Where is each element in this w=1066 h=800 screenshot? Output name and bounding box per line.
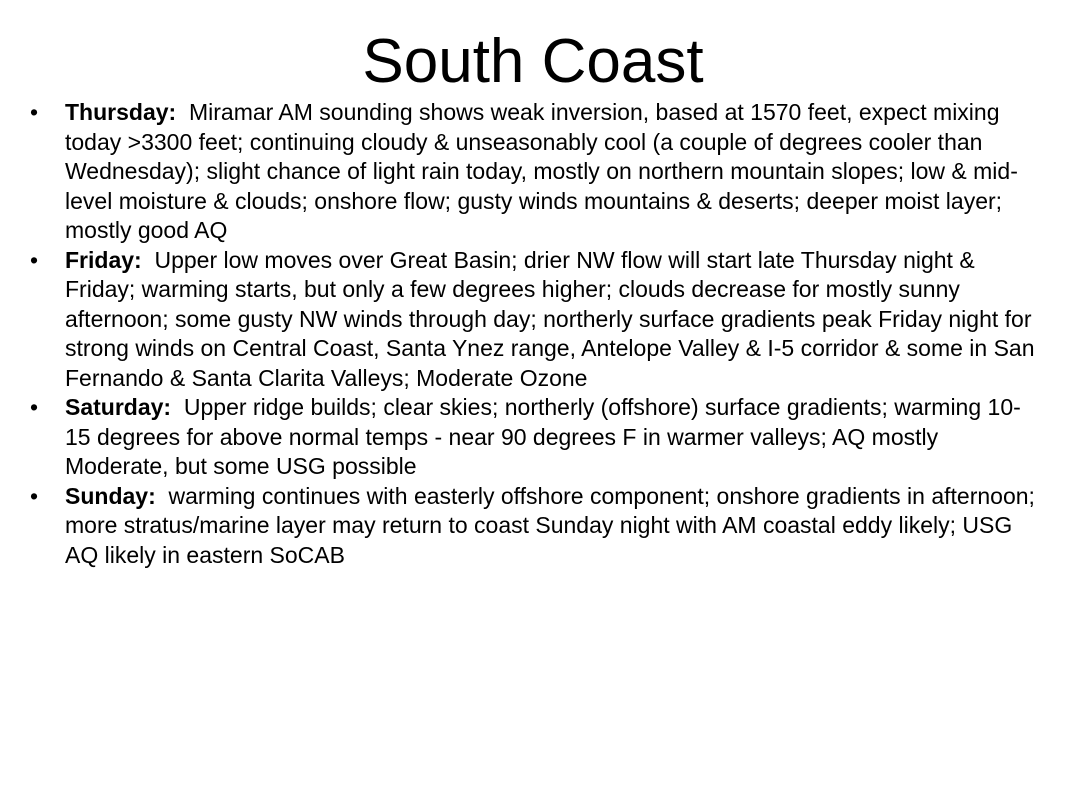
bullet-dot-icon: • xyxy=(30,246,39,273)
bullet-dot-icon: • xyxy=(30,99,39,125)
forecast-bullet-list xyxy=(30,98,1040,570)
bullet-text-saturday: Upper ridge builds; clear skies; northerly (offshore) surface gradients; warming 10-15 degrees for above normal temps - near 90 degrees F in warmer valleys; AQ mostly Moderate, but some USG possible xyxy=(65,394,1021,479)
day-label-thursday: Thursday: xyxy=(65,99,177,125)
bullet-friday xyxy=(30,246,1040,394)
bullet-thursday xyxy=(30,98,1040,246)
bullet-saturday xyxy=(30,393,1040,482)
bullet-text-thursday: Miramar AM sounding shows weak inversion, based at 1570 feet, expect mixing today >3300 feet; continuing cloudy & unseasonably cool (a couple of degrees cooler than Wednesday); slight chance of light rain today, mostly on northern mountain slopes; low & mid-level moisture & clouds; onshore flow; gusty winds mountains & deserts; deeper moist layer; mostly good AQ xyxy=(65,99,1018,243)
bullet-sunday xyxy=(30,482,1040,571)
bullet-dot-icon: • xyxy=(30,394,39,420)
slide-title: South Coast xyxy=(362,27,704,96)
bullet-text-sunday: warming continues with easterly offshore component; onshore gradients in afternoon; more stratus/marine layer may return to coast Sunday night with AM coastal eddy likely; USG AQ likely in eastern SoCAB xyxy=(65,482,1035,568)
bullet-dot-icon: • xyxy=(30,482,39,509)
bullet-text-friday: Upper low moves over Great Basin; drier NW flow will start late Thursday night & Friday; warming starts, but only a few degrees higher; clouds decrease for mostly sunny afternoon; some gusty NW winds through day; northerly surface gradients peak Friday night for strong winds on Central Coast, Santa Ynez range, Antelope Valley & I-5 corridor & some in San Fernando & Santa Clarita Valleys; Moderate Ozone xyxy=(65,246,1035,391)
day-label-sunday: Sunday: xyxy=(65,482,156,509)
day-label-friday: Friday: xyxy=(65,246,142,273)
day-label-saturday: Saturday: xyxy=(65,394,172,420)
